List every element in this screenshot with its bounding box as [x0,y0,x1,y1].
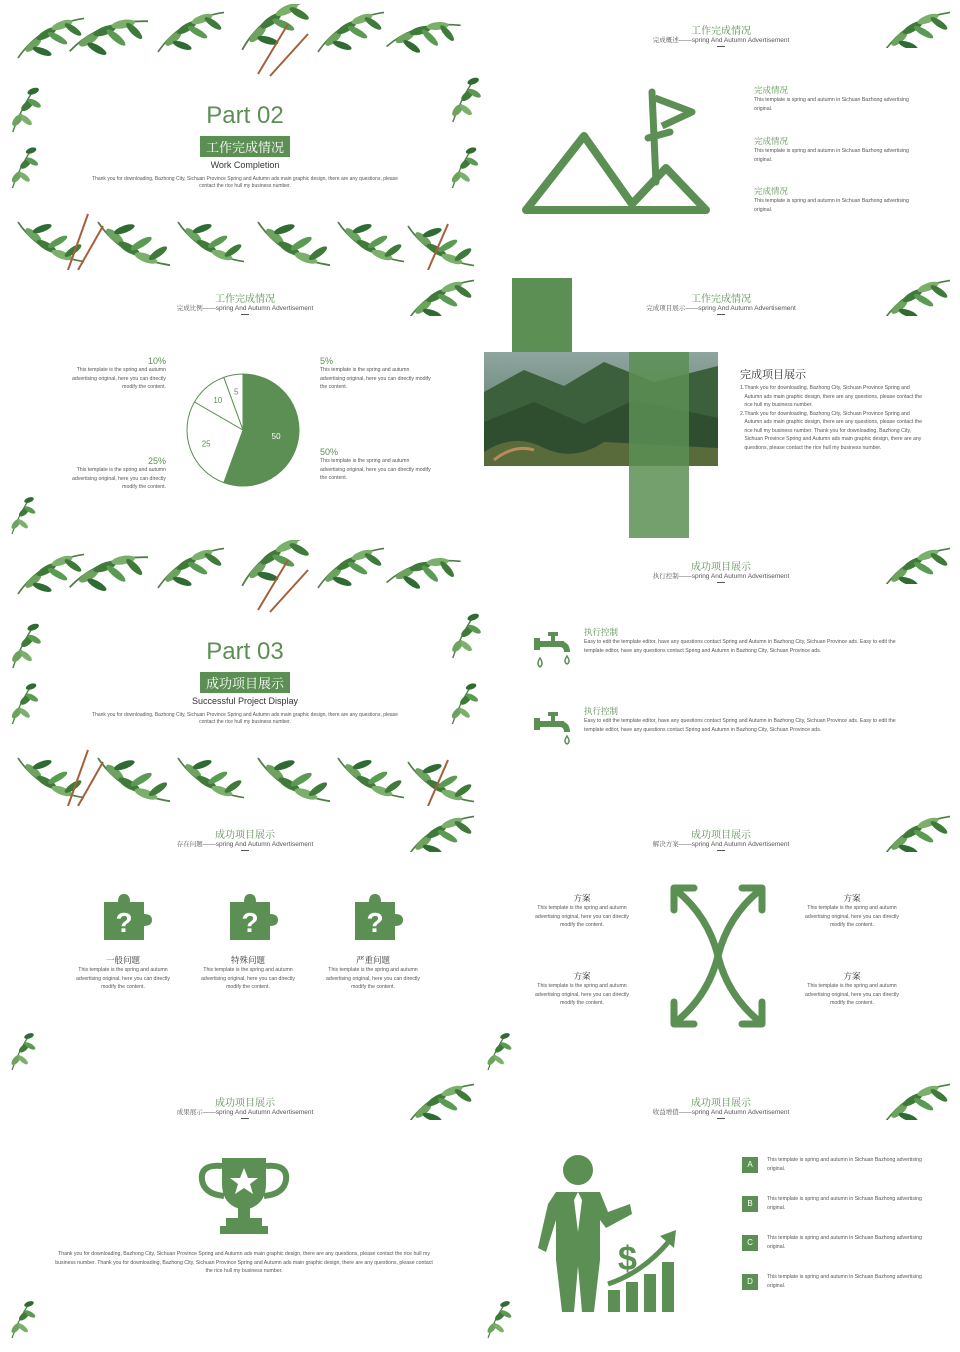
slide-title: 工作完成情况 [691,294,751,305]
slide-subtitle: 存在问题——spring And Autumn Advertisement [176,841,314,848]
problem-text-2: This template is the spring and autumn advertising original, here you can directly modify the content. [200,967,295,990]
overview-text-2: This template is spring and autumn in Sichuan Bazhong advertising original. [754,148,909,163]
letter-badge-c: C [742,1235,758,1251]
overview-slide [484,4,958,270]
solution-label-4: 方案 [843,971,861,981]
sprig-decoration [8,494,48,538]
svg-text:$: $ [618,1240,637,1278]
title-divider [717,46,725,47]
overview-text-1: This template is spring and autumn in Sichuan Bazhong advertising original. [754,97,909,112]
trophy-icon [196,1154,292,1236]
svg-text:?: ? [366,907,384,938]
section-badge: 工作完成情况 [200,136,290,157]
revenue-text-c: This template is spring and autumn in Sichuan Bazhong advertising original. [767,1235,922,1250]
faucet-icon [532,628,572,672]
pct-text-5: This template is the spring and autumn advertising original, here you can directly modify the content. [320,367,431,390]
slide-subtitle: 完成项目展示——spring And Autumn Advertisement [646,305,796,312]
part-number: Part 02 [206,102,284,129]
section-subtitle: Successful Project Display [191,696,299,706]
letter-badge-d: D [742,1274,758,1290]
revenue-text-a: This template is spring and autumn in Sichuan Bazhong advertising original. [767,1157,922,1172]
sprig-decoration [8,1298,48,1342]
puzzle-question-icon [351,892,407,942]
pie-label-5: 5 [233,387,239,397]
solution-text-1: This template is the spring and autumn advertising original, here you can directly modify the content. [534,905,629,928]
pie-label-10: 10 [213,395,223,405]
slide-subtitle: 执行控制——spring And Autumn Advertisement [652,573,790,580]
problem-text-1: This template is the spring and autumn advertising original, here you can directly modify the content. [75,967,170,990]
green-block-bottom [629,352,689,538]
overview-label-2: 完成情况 [754,136,789,146]
solution-text-2: This template is the spring and autumn advertising original, here you can directly modify the content. [534,983,629,1006]
part-number: Part 03 [206,638,284,665]
pct-label-10: 10% [147,356,166,366]
pie-label-50: 50 [271,431,281,441]
problem-label-1: 一般问题 [105,955,140,965]
showcase-item-2: Thank you for downloading, Bazhong City, Sichuan Province Spring and Autumn ads main graphic design, there are any questions, please contact the rice hull my business number. Thank you for downloading, Bazhong City, Sichuan Province Spring and Autumn ads main graphic design, there are any questions, please contact the rice hull my business number. [744,410,922,451]
mountain-flag-icon [520,86,720,226]
completion-pie-chart [183,370,303,490]
cover-body: Thank you for downloading, Bazhong City, Sichuan Province Spring and Autumn ads main graphic design, there are any questions, please contact the rice hull my business number. [92,176,398,189]
control-text-2: Easy to edit the template editor, have any questions contact Spring and Autumn in Bazhong City, Sichuan Province ads. Easy to edit the template editor, have any questions contact Spring and Autumn in Bazhong City, Sichuan Province ads. [584,718,896,733]
pct-label-50: 50% [320,447,339,457]
section-badge: 成功项目展示 [200,672,290,693]
control-text-1: Easy to edit the template editor, have any questions contact Spring and Autumn in Bazhong City, Sichuan Province ads. Easy to edit the template editor, have any questions contact Spring and Autumn in Bazhong City, Sichuan Province ads. [584,639,896,654]
slide-title: 工作完成情况 [215,294,275,305]
title-divider [717,582,725,583]
ratio-slide [8,272,482,538]
problem-label-3: 严重问题 [355,955,390,965]
slide-title: 成功项目展示 [215,1098,275,1109]
title-divider [717,850,725,851]
sprig-decoration [8,1030,48,1074]
slide-subtitle: 完成概述——spring And Autumn Advertisement [652,37,790,44]
cover-part02-slide [8,4,482,270]
puzzle-question-icon [100,892,156,942]
solution-label-3: 方案 [843,893,861,903]
title-divider [717,1118,725,1119]
slide-title: 成功项目展示 [691,830,751,841]
problem-label-2: 特殊问题 [230,955,265,965]
svg-text:?: ? [115,907,133,938]
slide-title: 成功项目展示 [691,562,751,573]
crossing-arrows-icon [668,876,768,1036]
title-divider [241,850,249,851]
faucet-icon [532,708,572,752]
pct-text-10: This template is the spring and autumn advertising original, here you can directly modify the content. [71,367,166,390]
letter-badge-a: A [742,1157,758,1173]
overview-label-3: 完成情况 [754,186,789,196]
sprig-decoration [484,1030,524,1074]
overview-text-3: This template is spring and autumn in Sichuan Bazhong advertising original. [754,198,909,213]
showcase-item-1: Thank you for downloading, Bazhong City, Sichuan Province Spring and Autumn ads main graphic design, there are any questions, please contact the rice hull my business number. [744,385,922,408]
title-divider [717,314,725,315]
slide-title: 成功项目展示 [691,1098,751,1109]
sprig-decoration [484,1298,524,1342]
pie-label-25: 25 [201,439,211,449]
cover-part03-slide [8,540,482,806]
slide-subtitle: 收益增值——spring And Autumn Advertisement [652,1109,790,1116]
pct-text-25: This template is the spring and autumn advertising original, here you can directly modify the content. [71,467,166,490]
control-slide [484,540,958,806]
solution-label-1: 方案 [573,893,591,903]
problems-slide [8,808,482,1074]
slide-title: 工作完成情况 [691,26,751,37]
title-divider [241,314,249,315]
control-label-1: 执行控制 [584,627,619,637]
overview-label-1: 完成情况 [754,85,789,95]
revenue-slide [484,1076,958,1342]
svg-text:?: ? [241,907,259,938]
slide-title: 成功项目展示 [215,830,275,841]
results-body: Thank you for downloading, Bazhong City, Sichuan Province Spring and Autumn ads main graphic design, there are any questions, please contact the rice hull my business number. Thank you for downloading, Bazhong City, Sichuan Province Spring and Autumn ads main graphic design, there are any questions, please contact the rice hull my business number. [55,1251,433,1274]
slide-subtitle: 成果展示——spring And Autumn Advertisement [176,1109,314,1116]
slide-subtitle: 完成比例——spring And Autumn Advertisement [176,305,314,312]
revenue-text-d: This template is spring and autumn in Sichuan Bazhong advertising original. [767,1274,922,1289]
businessman-growth-icon [534,1152,694,1316]
solution-label-2: 方案 [573,971,591,981]
results-slide [8,1076,482,1342]
green-block-top [512,278,572,354]
puzzle-question-icon [226,892,282,942]
showcase-heading: 完成项目展示 [740,369,806,381]
pct-text-50: This template is the spring and autumn advertising original, here you can directly modify the content. [320,458,431,481]
showcase-slide: 工作完成情况 完成项目展示——spring And Autumn Advertisement 完成项目展示 1. Thank you for downloading, Bazhong City, Sichuan Province Spring and Autumn ads main graphic design, there are any questions, please contact the rice hull my business number. 2. Thank you for downloading, Bazhong City, Sichuan Province Spring and Autumn ads main graphic design, there are any questions, please contact the rice hull my business number. Thank you for downloading, Bazhong City, Sichuan Province Spring and Autumn ads main graphic design, there are any questions, please contact the rice hull my business number. [484,272,958,538]
slide-subtitle: 解决方案——spring And Autumn Advertisement [652,841,790,848]
cover-body: Thank you for downloading, Bazhong City, Sichuan Province Spring and Autumn ads main graphic design, there are any questions, please contact the rice hull my business number. [92,712,398,725]
revenue-text-b: This template is spring and autumn in Sichuan Bazhong advertising original. [767,1196,922,1211]
letter-badge-b: B [742,1196,758,1212]
pct-label-25: 25% [147,456,166,466]
solution-text-4: This template is the spring and autumn advertising original, here you can directly modify the content. [804,983,899,1006]
solutions-slide [484,808,958,1074]
pct-label-5: 5% [320,356,334,366]
problem-text-3: This template is the spring and autumn advertising original, here you can directly modify the content. [325,967,420,990]
solution-text-3: This template is the spring and autumn advertising original, here you can directly modify the content. [804,905,899,928]
section-subtitle: Work Completion [210,160,280,170]
control-label-2: 执行控制 [584,706,619,716]
title-divider [241,1118,249,1119]
